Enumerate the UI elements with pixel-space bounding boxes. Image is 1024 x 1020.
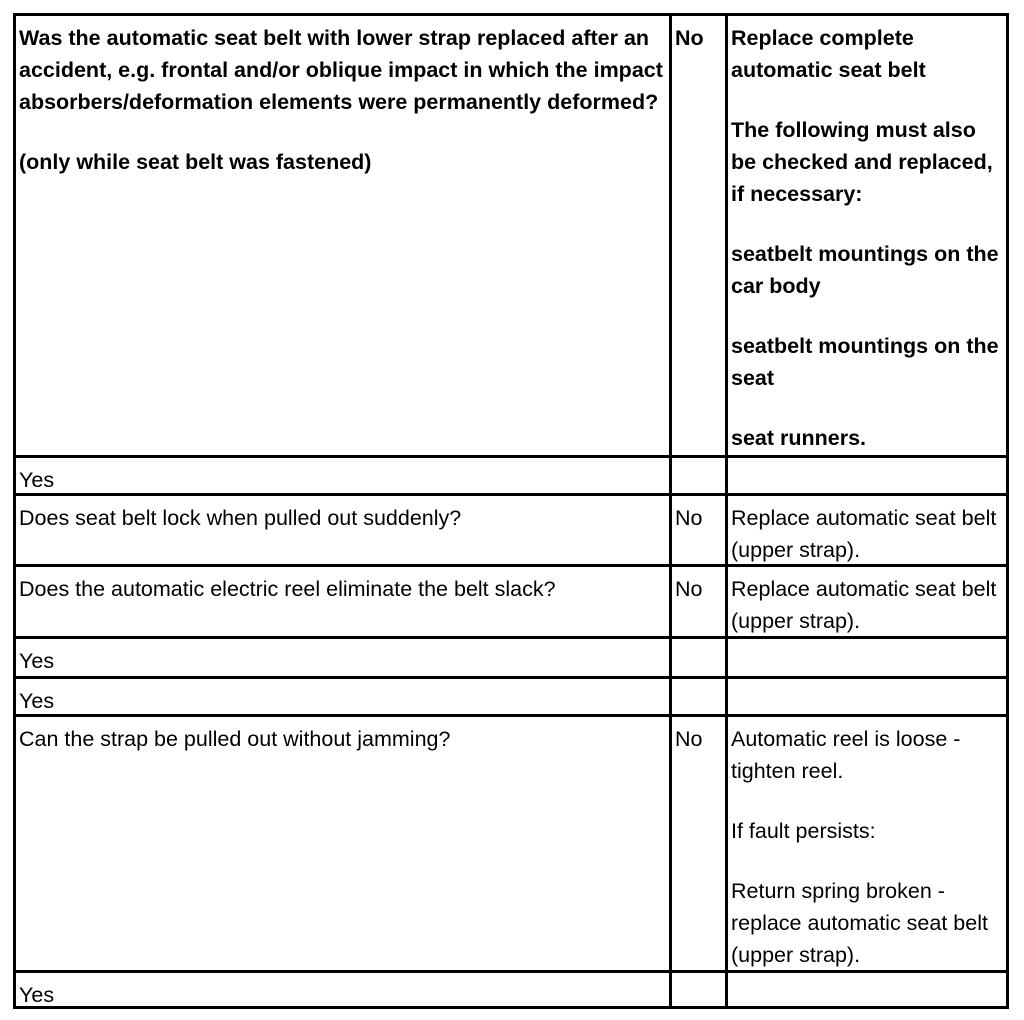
action-text: The following must also be checked and replaced, if necessary: [731, 118, 999, 206]
action-cell [725, 493, 1009, 564]
answer-cell [669, 970, 725, 1009]
answer-cell [669, 714, 725, 970]
action-cell [725, 455, 1009, 493]
question-text: Yes [19, 983, 55, 1007]
action-cell [725, 636, 1009, 676]
answer-cell [669, 676, 725, 714]
answer-cell [669, 13, 725, 455]
action-text: If fault persists: [731, 819, 876, 843]
answer-text: No [675, 506, 703, 530]
question-text: Yes [19, 689, 55, 713]
action-cell [725, 13, 1009, 455]
action-cell [725, 970, 1009, 1009]
answer-cell [669, 564, 725, 636]
answer-cell [669, 493, 725, 564]
action-text: Automatic reel is loose - tighten reel. [731, 727, 967, 783]
answer-text: No [675, 727, 703, 751]
question-text: Was the automatic seat belt with lower strap replaced after an accident, e.g. frontal and/or oblique impact in which the impact absorbers/deformation elements were permanently deformed? [19, 26, 669, 114]
action-text: seatbelt mountings on the seat [731, 334, 1005, 390]
question-cell [13, 714, 669, 970]
question-cell [13, 564, 669, 636]
troubleshooting-table [13, 13, 1009, 1009]
answer-text: No [675, 577, 703, 601]
question-text: Does seat belt lock when pulled out suddenly? [19, 506, 462, 530]
question-cell [13, 493, 669, 564]
question-cell [13, 636, 669, 676]
question-cell [13, 13, 669, 455]
action-cell [725, 714, 1009, 970]
question-text: Yes [19, 649, 55, 673]
question-text: Yes [19, 468, 55, 492]
question-text: Does the automatic electric reel eliminate the belt slack? [19, 577, 556, 601]
question-cell [13, 970, 669, 1009]
answer-cell [669, 455, 725, 493]
question-note: (only while seat belt was fastened) [19, 150, 372, 174]
question-cell [13, 676, 669, 714]
action-text: Replace automatic seat belt (upper strap). [731, 506, 1003, 562]
action-text: seatbelt mountings on the car body [731, 242, 1005, 298]
action-text: Replace complete automatic seat belt [731, 26, 926, 82]
action-text: Replace automatic seat belt (upper strap). [731, 577, 1003, 633]
question-text: Can the strap be pulled out without jamming? [19, 727, 451, 751]
answer-text: No [675, 26, 704, 50]
answer-cell [669, 636, 725, 676]
action-text: seat runners. [731, 426, 867, 450]
question-cell [13, 455, 669, 493]
action-cell [725, 564, 1009, 636]
action-text: Return spring broken - replace automatic seat belt (upper strap). [731, 879, 994, 967]
action-cell [725, 676, 1009, 714]
